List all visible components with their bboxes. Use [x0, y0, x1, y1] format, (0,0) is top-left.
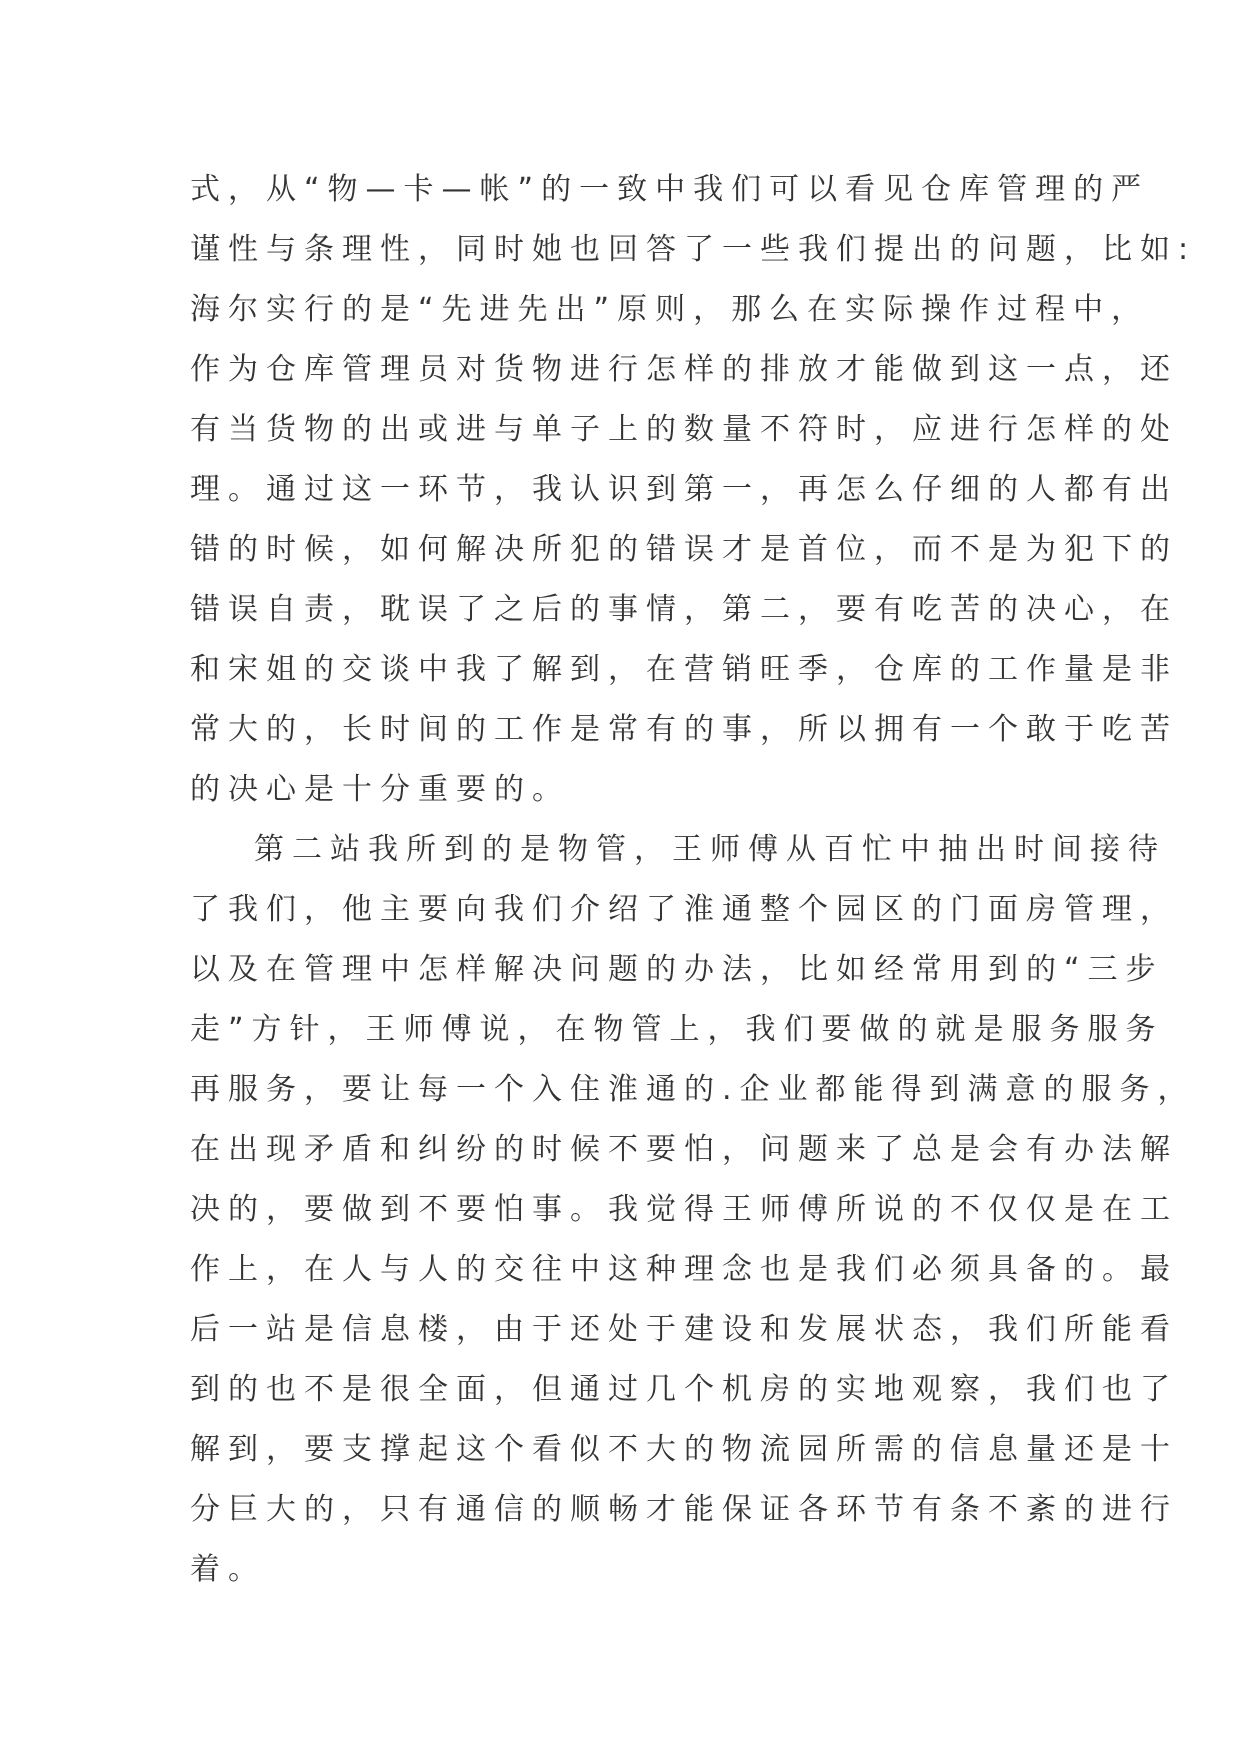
paragraph-1 — [190, 160, 1197, 820]
text-line: 错误自责，耽误了之后的事情，第二，要有吃苦的决心，在 — [190, 592, 1178, 627]
text-line: 第二站我所到的是物管，王师傅从百忙中抽出时间接待 — [254, 832, 1166, 867]
text-line: 作为仓库管理员对货物进行怎样的排放才能做到这一点，还 — [190, 352, 1178, 387]
text-line: 常大的，长时间的工作是常有的事，所以拥有一个敢于吃苦 — [190, 712, 1178, 747]
text-line: 的决心是十分重要的。 — [190, 772, 570, 807]
text-line: 和宋姐的交谈中我了解到，在营销旺季，仓库的工作量是非 — [190, 652, 1178, 687]
text-line: 作上，在人与人的交往中这种理念也是我们必须具备的。最 — [190, 1252, 1178, 1287]
text-line: 在出现矛盾和纠纷的时候不要怕，问题来了总是会有办法解 — [190, 1132, 1178, 1167]
text-line: 海尔实行的是“先进先出”原则，那么在实际操作过程中， — [190, 292, 1150, 327]
document-body — [190, 160, 1197, 1600]
text-line: 后一站是信息楼，由于还处于建设和发展状态，我们所能看 — [190, 1312, 1178, 1347]
text-line: 着。 — [190, 1552, 266, 1587]
text-line: 错的时候，如何解决所犯的错误才是首位，而不是为犯下的 — [190, 532, 1178, 567]
text-line: 有当货物的出或进与单子上的数量不符时，应进行怎样的处 — [190, 412, 1178, 447]
text-line: 式，从“物—卡—帐”的一致中我们可以看见仓库管理的严 — [190, 172, 1150, 207]
text-line: 解到，要支撑起这个看似不大的物流园所需的信息量还是十 — [190, 1432, 1178, 1467]
text-line: 了我们，他主要向我们介绍了淮通整个园区的门面房管理， — [190, 892, 1178, 927]
text-line: 到的也不是很全面，但通过几个机房的实地观察，我们也了 — [190, 1372, 1178, 1407]
paragraph-2 — [190, 820, 1196, 1600]
text-line: 分巨大的，只有通信的顺畅才能保证各环节有条不紊的进行 — [190, 1492, 1178, 1527]
text-line: 以及在管理中怎样解决问题的办法，比如经常用到的“三步 — [190, 952, 1164, 987]
text-line: 决的，要做到不要怕事。我觉得王师傅所说的不仅仅是在工 — [190, 1192, 1178, 1227]
text-line: 谨性与条理性，同时她也回答了一些我们提出的问题，比如: — [190, 232, 1197, 267]
text-line: 再服务，要让每一个入住淮通的.企业都能得到满意的服务， — [190, 1072, 1196, 1107]
text-line: 理。通过这一环节，我认识到第一，再怎么仔细的人都有出 — [190, 472, 1178, 507]
text-line: 走”方针，王师傅说，在物管上，我们要做的就是服务服务 — [190, 1012, 1164, 1047]
